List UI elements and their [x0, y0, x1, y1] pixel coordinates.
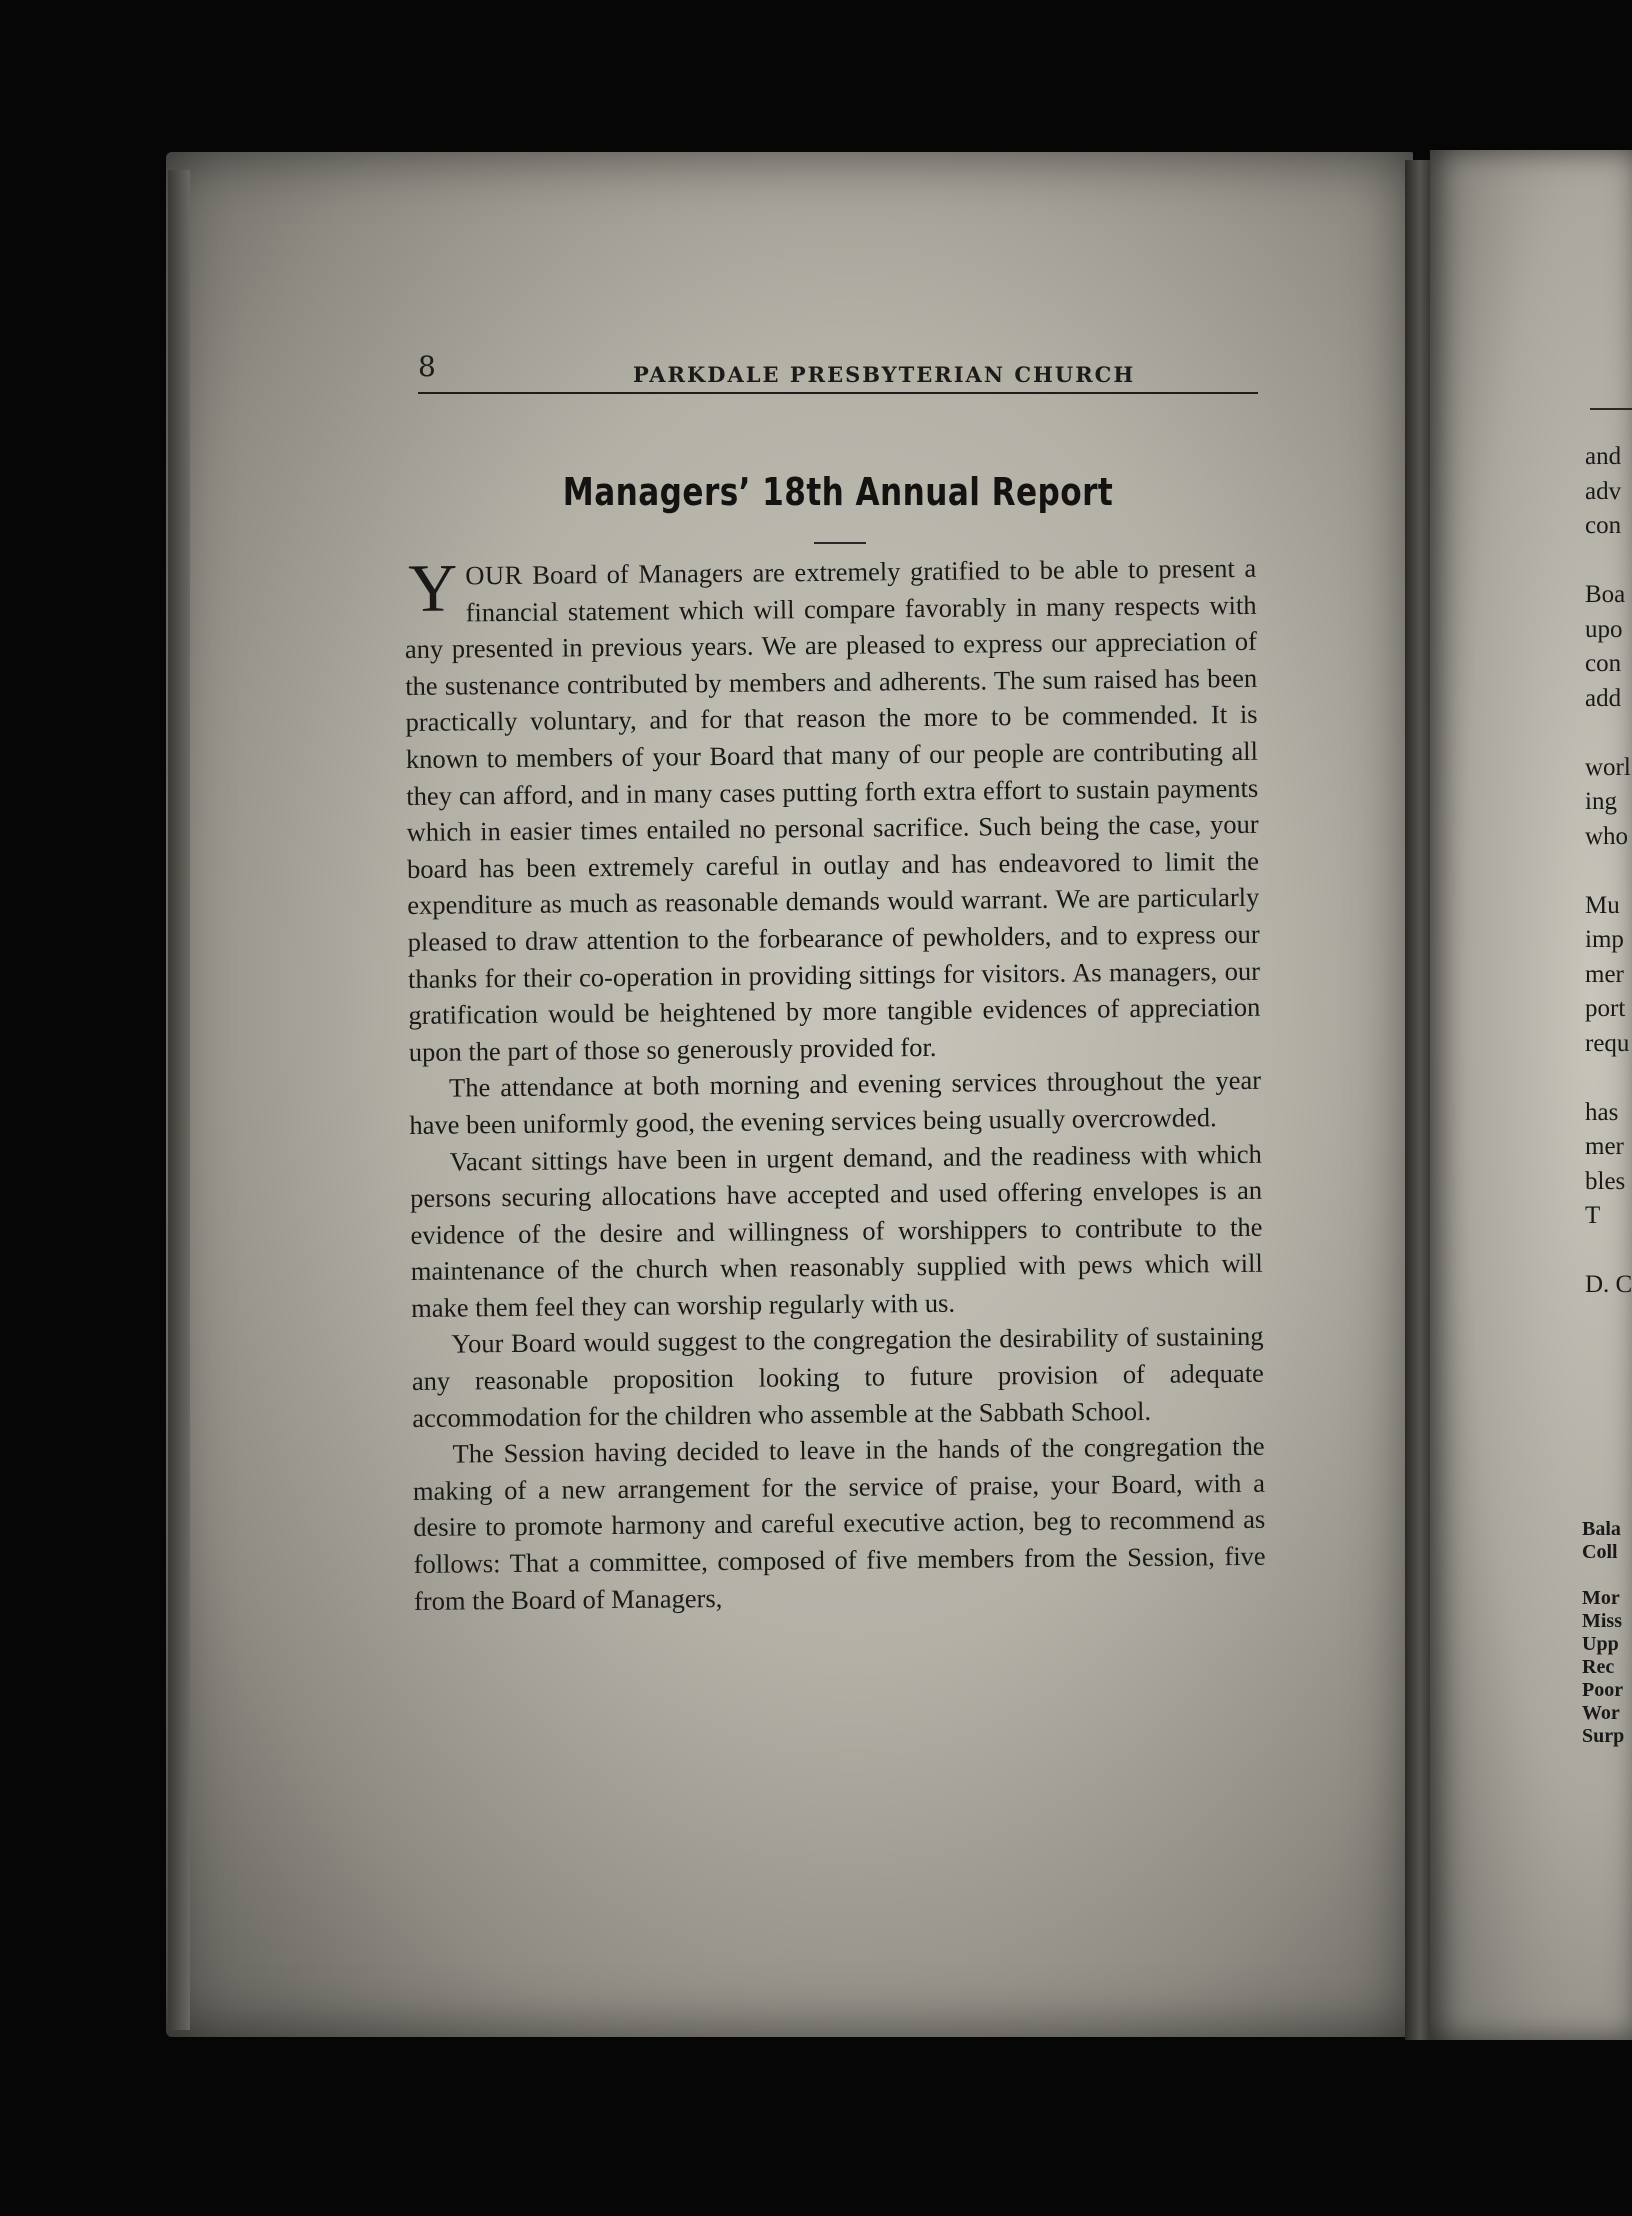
- right-page-small-line: Surp: [1582, 1725, 1625, 1747]
- right-page-small-line: Miss: [1582, 1610, 1622, 1632]
- report-title: Managers’ 18th Annual Report: [562, 470, 1114, 514]
- right-page-line: [1585, 544, 1632, 579]
- paragraph: The Session having decided to leave in the hands of the congregation the making of a new arrangement for the service of praise, your Board, with a desire to promote harmony and careful executive action, beg to recommend as follows: That a committee, composed of five members from the Session, five from the Board of Managers,: [412, 1431, 1266, 1616]
- right-page-line: port: [1585, 995, 1626, 1022]
- right-page-small-line: Coll: [1582, 1541, 1618, 1563]
- right-page-line: mer: [1585, 960, 1624, 988]
- running-head: PARKDALE PRESBYTERIAN CHURCH: [633, 362, 1136, 387]
- report-body: [404, 550, 1266, 1619]
- drop-cap: Y: [407, 549, 458, 626]
- page-header: [418, 350, 1258, 394]
- right-page-small-line: Poor: [1582, 1679, 1624, 1701]
- right-page-line: has: [1585, 1098, 1619, 1126]
- paragraph: Vacant sittings have been in urgent demand, and the readiness with which persons securing allocations have accepted and used offering envelopes is an evidence of the desire and willingness of worshippers to contribute to the maintenance of the church when reasonably supplied with pews which will make them feel they can worship regularly with us.: [410, 1138, 1263, 1323]
- right-page-small-line: Mor: [1582, 1587, 1620, 1609]
- right-page-small-text: [1582, 1518, 1624, 1748]
- right-page-small-line: [1582, 1564, 1624, 1587]
- right-page-line: T: [1585, 1202, 1601, 1229]
- first-word-rest: OUR: [465, 559, 523, 591]
- right-page-line: ing: [1585, 788, 1617, 815]
- right-page-line: bles: [1585, 1167, 1626, 1195]
- right-page-line: mer: [1585, 1133, 1624, 1160]
- right-page-line: adv: [1585, 477, 1622, 505]
- page-number: 8: [418, 350, 436, 383]
- right-page-line: and: [1585, 443, 1622, 470]
- right-page-small-line: Wor: [1582, 1702, 1620, 1724]
- right-page-line: upo: [1585, 615, 1623, 643]
- right-page-small-line: Bala: [1582, 1518, 1621, 1540]
- right-page-line: worl: [1585, 753, 1631, 781]
- right-page-line: add: [1585, 684, 1622, 712]
- title-rule: [814, 542, 866, 544]
- right-page-small-line: Upp: [1582, 1633, 1619, 1655]
- paragraph-text: Board of Managers are extremely gratified to be able to present a financial statement which will compare favorably in many respects with any presented in previous years. We are pleased to express our appreciation of the sustenance contributed by members and adherents. The sum raised has been practically voluntary, and for that reason the more to be commended. It is known to members of your Board that many of our people are contributing all they can afford, and in many cases putting forth extra effort to sustain payments which in easier times entailed no personal sacrifice. Such being the case, your board has been extremely careful in outlay and has endeavored to limit the expenditure as much as reasonable demands would warrant. We are particularly pleased to draw attention to the forbearance of pewholders, and to express our thanks for their co-operation in providing sittings for visitors. As managers, our gratification would be heightened by more tangible evidences of appreciation upon the part of those so generously provided for.: [404, 552, 1261, 1067]
- paragraph: The attendance at both morning and evening services throughout the year have been uniformly good, the evening services being usually overcrowded.: [409, 1065, 1262, 1140]
- right-page-line: [1585, 1234, 1632, 1269]
- right-page-line: imp: [1585, 926, 1624, 953]
- right-page-line: [1585, 716, 1632, 751]
- right-page-line: Boa: [1585, 581, 1626, 608]
- right-page-line: [1585, 854, 1632, 889]
- right-page-line: D. C: [1585, 1271, 1632, 1298]
- right-page-line: Mu: [1585, 891, 1620, 919]
- right-page-line: requ: [1585, 1029, 1630, 1057]
- right-page-rule: [1590, 408, 1632, 410]
- paragraph: Your Board would suggest to the congregation the desirability of sustaining any reasonable proposition looking to future provision of adequate accommodation for the children who assemble at the Sabbath School.: [411, 1321, 1265, 1433]
- right-page-small-line: Rec: [1582, 1656, 1615, 1678]
- right-page-line: con: [1585, 512, 1622, 539]
- page-edge: [168, 170, 190, 2030]
- right-page-line: [1585, 1061, 1632, 1096]
- paragraph: [404, 550, 1261, 1070]
- right-page-line: who: [1585, 822, 1629, 850]
- right-page-line: con: [1585, 650, 1622, 677]
- right-page-text: [1585, 440, 1632, 1303]
